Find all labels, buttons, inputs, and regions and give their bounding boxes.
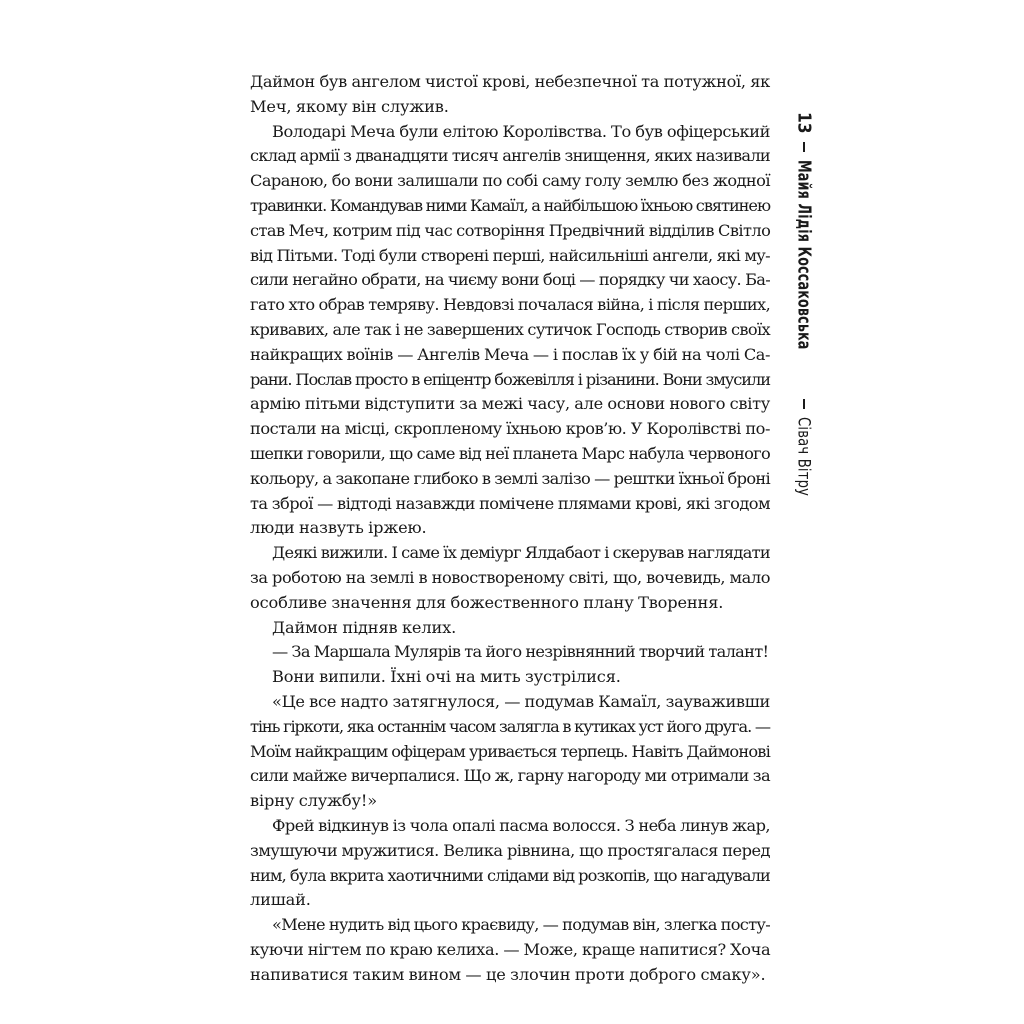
text-line: особливе значення для божественного плану Творення. — [250, 592, 724, 612]
text-line: куючи нігтем по краю келиха. — Може, краще напитися? Хоча — [250, 939, 771, 959]
text-line: Деякі вижили. І саме їх деміург Ялдабаот і скерував наглядати — [272, 543, 770, 563]
text-line: змушуючи мружитися. Велика рівнина, що простягалася перед — [250, 840, 770, 860]
text-line: — За Маршала Мулярів та його незрівнянний творчий талант! — [272, 642, 769, 662]
text-line: від Пітьми. Тоді були створені перші, найсильніші ангели, які му- — [250, 245, 770, 265]
text-line: постали на місці, скропленому їхньою кров’ю. У Королівстві по- — [250, 419, 770, 439]
running-head-rotated — [794, 112, 814, 510]
text-line: Володарі Меча були елітою Королівства. То був офіцерський — [272, 121, 770, 141]
text-line: та зброї — відтоді назавжди помічене плямами крові, які згодом — [250, 493, 770, 513]
running-head — [788, 112, 818, 496]
text-line: Сараною, бо вони залишали по собі саму голу землю без жодної — [250, 171, 770, 191]
text-line: шепки говорили, що саме від неї планета Марс набула червоного — [250, 443, 770, 463]
text-line: травинки. Командував ними Камаїл, а найбільшою їхньою святинею — [250, 195, 770, 215]
text-line: вірну службу!» — [250, 791, 377, 811]
text-line: склад армії з дванадцяти тисяч ангелів знищення, яких називали — [250, 146, 770, 166]
running-head-separator — [803, 399, 805, 409]
text-line: армію пітьми відступити за межі часу, але основи нового світу — [250, 394, 770, 414]
text-line: ним, була вкрита хаотичними слідами від розкопів, що нагадували — [250, 865, 770, 885]
text-line: Даймон був ангелом чистої крові, небезпечної та потужної, як — [250, 72, 770, 91]
body-text — [250, 70, 770, 987]
running-head-title: Сівач Вітру — [794, 416, 814, 496]
running-head-rule — [803, 142, 805, 152]
text-line: Меч, якому він служив. — [250, 96, 449, 116]
text-line: рани. Послав просто в епіцентр божевілля і різанини. Вони змусили — [250, 369, 770, 389]
text-line: кольору, а закопане глибоко в землі залізо — рештки їхньої броні — [250, 468, 771, 488]
text-line: «Це все надто затягнулося, — подумав Камаїл, зауваживши — [272, 691, 770, 711]
text-line: став Меч, котрим під час сотворіння Предвічний відділив Світло — [250, 220, 771, 240]
text-line: сили негайно обрати, на чиєму вони боці — порядку чи хаосу. Ба- — [250, 270, 770, 290]
text-line: Моїм найкращим офіцерам уривається терпець. Навіть Даймонові — [250, 741, 770, 761]
text-line: за роботою на землі в новоствореному світі, що, вочевидь, мало — [250, 567, 770, 587]
text-line: Фрей відкинув із чола опалі пасма волосся. З неба линув жар, — [272, 815, 770, 835]
text-line: люди назвуть іржею. — [250, 518, 427, 538]
text-line: Вони випили. Їхні очі на мить зустрілися. — [272, 667, 621, 687]
text-line: сили майже вичерпалися. Що ж, гарну нагороду ми отримали за — [250, 766, 770, 786]
text-line: кривавих, але так і не завершених сутичок Господь створив своїх — [250, 319, 770, 339]
page-number: 13 — [793, 112, 815, 134]
text-line: найкращих воїнів — Ангелів Меча — і послав їх у бій на чолі Са- — [250, 344, 770, 364]
text-line: «Мене нудить від цього краєвиду, — подумав він, злегка посту- — [272, 915, 770, 935]
text-line: напиватися таким вином — це злочин проти доброго смаку». — [250, 964, 766, 984]
text-line: гато хто обрав темряву. Невдовзі почалася війна, і після перших, — [250, 295, 771, 315]
text-line: лишай. — [250, 890, 311, 910]
running-head-author: Майя Лідія Коссаковська — [793, 159, 815, 350]
text-line: Даймон підняв келих. — [272, 617, 457, 637]
text-line: тінь гіркоти, яка останнім часом залягла в кутиках уст його друга. — — [250, 716, 770, 736]
